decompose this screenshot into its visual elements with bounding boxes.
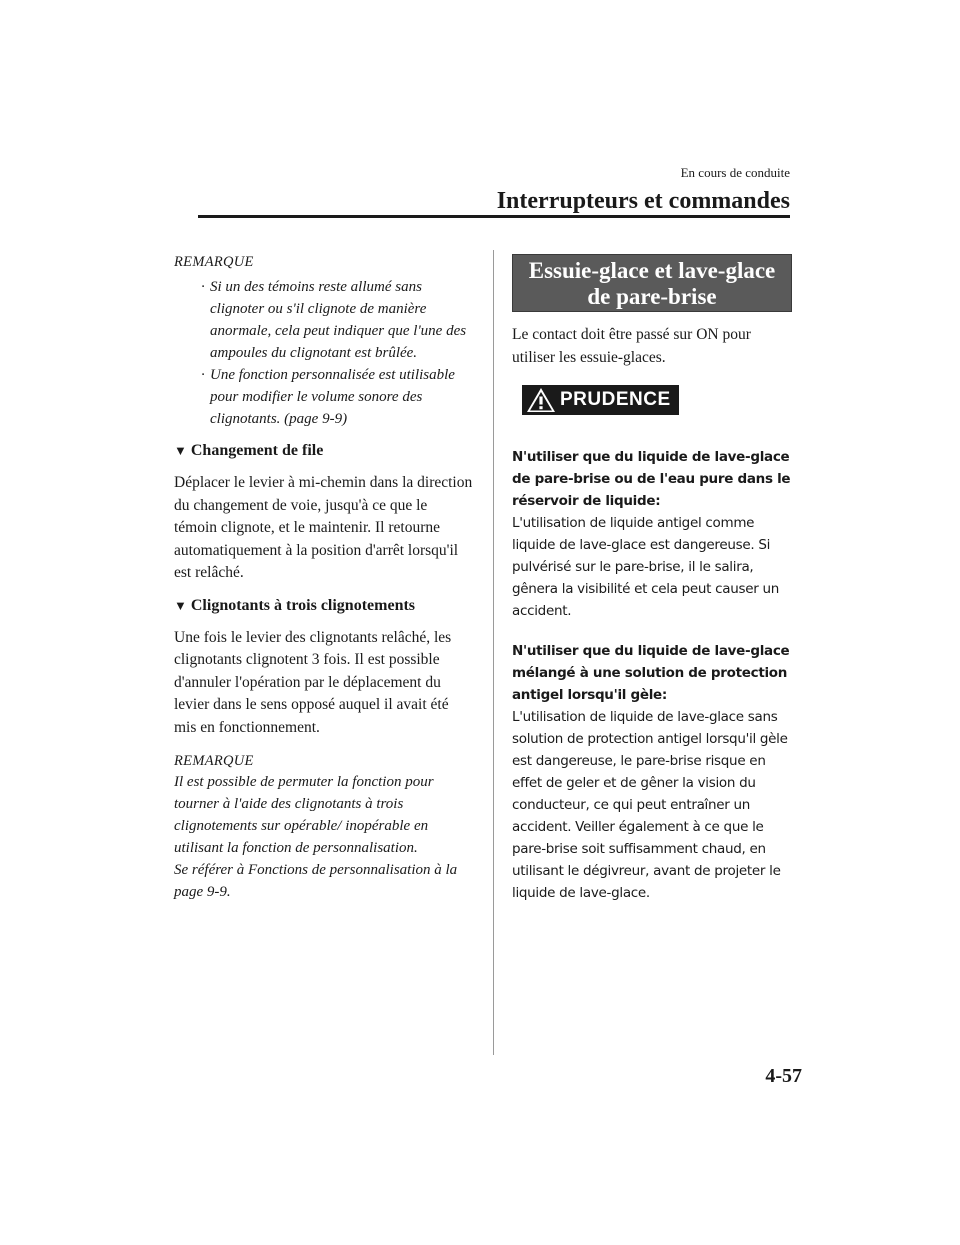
note-text: Il est possible de permuter la fonction pour tourner à l'aide des clignotants à trois clignotements sur opérable/ inopérable en utilisant la fonction de personnalisation. <box>174 774 434 856</box>
caution-heading: N'utiliser que du liquide de lave-glace mélangé à une solution de protection antigel lorsqu'il gèle: <box>512 643 790 703</box>
triangle-down-icon: ▼ <box>174 443 187 458</box>
note-item: · Une fonction personnalisée est utilisable pour modifier le volume sonore des clignotants. (page 9-9) <box>174 364 474 430</box>
triangle-down-icon: ▼ <box>174 597 187 613</box>
running-header <box>198 165 790 215</box>
note-item: · Si un des témoins reste allumé sans clignoter ou s'il clignote de manière anormale, cela peut indiquer que l'une des ampoules du clignotant est brûlée. <box>174 276 474 364</box>
note-heading: REMARQUE <box>174 254 254 270</box>
warning-triangle-icon <box>526 387 556 413</box>
caution-block <box>512 446 792 622</box>
note-heading: REMARQUE <box>174 753 254 769</box>
column-divider <box>493 250 494 1055</box>
caution-text: L'utilisation de liquide antigel comme liquide de lave-glace est dangereuse. Si pulvérisé sur le pare-brise, il le salira, gênera la visibilité et cela peut causer un accident. <box>512 515 779 619</box>
caution-text: L'utilisation de liquide de lave-glace sans solution de protection antigel lorsqu'il gèle est dangereuse, le pare-brise risque en effet de geler et de gêner la vision du conducteur, ce qui peut entraîner un accident. Veiller également à ce que le pare-brise soit suffisamment chaud, en utilisant le dégivreur, avant de projeter le liquide de lave-glace. <box>512 709 788 901</box>
caution-label: PRUDENCE <box>522 385 792 418</box>
wiper-intro: Le contact doit être passé sur ON pour utiliser les essuie-glaces. <box>512 326 751 366</box>
page-number: 4-57 <box>765 1065 802 1087</box>
bullet-icon: · <box>201 279 205 295</box>
note-text: Se référer à Fonctions de personnalisation à la page 9-9. <box>174 862 458 900</box>
header-title: Interrupteurs et commandes <box>496 188 790 214</box>
header-section: En cours de conduite <box>680 165 790 180</box>
section-heading-three-flash: ▼ Clignotants à trois clignotements <box>174 596 416 614</box>
right-column <box>512 254 792 904</box>
three-flash-text: Une fois le levier des clignotants relâché, les clignotants clignotent 3 fois. Il est possible d'annuler l'opération par le déplacement du levier dans le sens opposé auquel il avait été mis en fonctionnement. <box>174 628 452 736</box>
left-column <box>174 252 474 903</box>
lane-change-text: Déplacer le levier à mi-chemin dans la direction du changement de voie, jusqu'à ce que le témoin clignote, et le maintenir. Il retourne automatiquement à la position d'arrêt lorsqu'il est relâché. <box>174 474 473 581</box>
header-rule <box>198 215 790 218</box>
section-heading-lane-change: ▼ Changement de file <box>174 442 324 459</box>
bullet-icon: · <box>201 367 205 383</box>
caution-heading: N'utiliser que du liquide de lave-glace de pare-brise ou de l'eau pure dans le réservoir de liquide: <box>512 449 791 509</box>
caution-block <box>512 640 792 904</box>
section-banner: Essuie-glace et lave-glace de pare-brise <box>512 254 792 312</box>
